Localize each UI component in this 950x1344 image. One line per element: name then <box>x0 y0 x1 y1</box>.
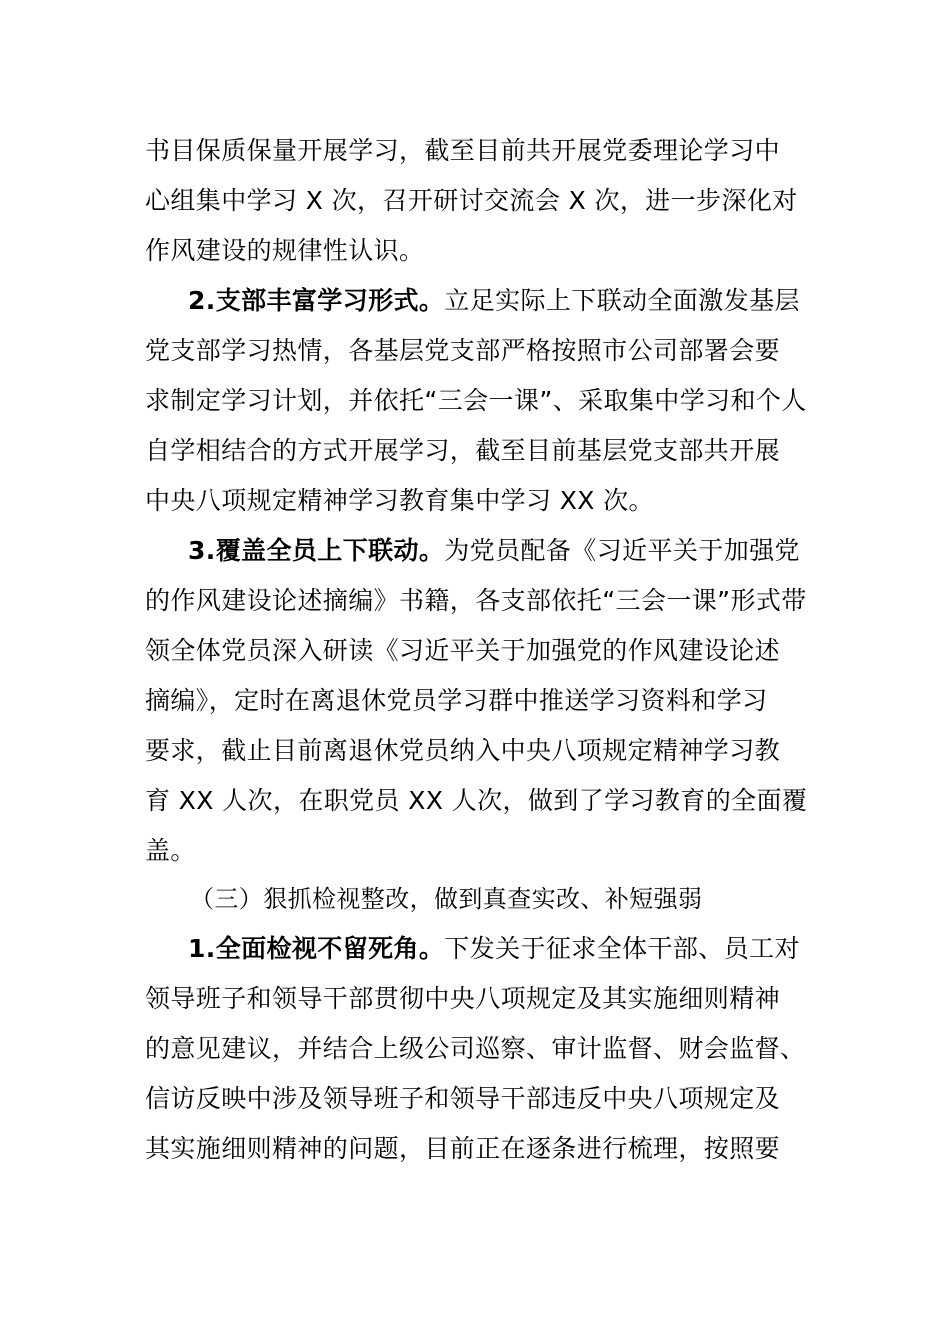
text-line: 心组集中学习 X 次，召开研讨交流会 X 次，进一步深化对 <box>145 186 798 215</box>
text-line: 中央八项规定精神学习教育集中学习 XX 次。 <box>145 486 654 515</box>
text-line: 求制定学习计划，并依托“三会一课”、采取集中学习和个人 <box>145 386 807 415</box>
text-line: 育 XX 人次，在职党员 XX 人次，做到了学习教育的全面覆 <box>145 786 808 815</box>
text-line: 为党员配备《习近平关于加强党 <box>444 536 800 565</box>
text-line: 摘编》，定时在离退休党员学习群中推送学习资料和学习 <box>145 686 768 715</box>
paragraph-heading: 1.全面检视不留死角。 <box>188 934 445 963</box>
text-line: 党支部学习热情，各基层党支部严格按照市公司部署会要 <box>145 336 781 365</box>
text-line: 盖。 <box>145 836 196 865</box>
paragraph-first-line <box>188 286 800 316</box>
text-line: 书目保质保量开展学习，截至目前共开展党委理论学习中 <box>145 136 781 165</box>
text-line: 的意见建议，并结合上级公司巡察、审计监督、财会监督、 <box>145 1034 806 1063</box>
text-line: 其实施细则精神的问题，目前正在逐条进行梳理，按照要 <box>145 1134 781 1163</box>
text-line: 下发关于征求全体干部、员工对 <box>444 934 800 963</box>
paragraph-first-line <box>188 536 800 566</box>
paragraph-heading: 3.覆盖全员上下联动。 <box>188 536 445 565</box>
text-line: 信访反映中涉及领导班子和领导干部违反中央八项规定及 <box>145 1084 781 1113</box>
text-line: 作风建设的规律性认识。 <box>145 236 425 265</box>
section-heading: （三）狠抓检视整改，做到真查实改、补短强弱 <box>190 885 703 913</box>
text-line: 自学相结合的方式开展学习，截至目前基层党支部共开展 <box>145 436 781 465</box>
text-line: 领全体党员深入研读《习近平关于加强党的作风建设论述 <box>145 636 781 665</box>
text-line: 立足实际上下联动全面激发基层 <box>444 286 800 315</box>
text-line: 要求，截止目前离退休党员纳入中央八项规定精神学习教 <box>145 736 781 765</box>
paragraph-heading: 2.支部丰富学习形式。 <box>188 286 445 315</box>
text-line: 领导班子和领导干部贯彻中央八项规定及其实施细则精神 <box>145 984 781 1013</box>
paragraph-first-line <box>188 934 800 964</box>
text-line: 的作风建设论述摘编》书籍，各支部依托“三会一课”形式带 <box>145 586 807 615</box>
